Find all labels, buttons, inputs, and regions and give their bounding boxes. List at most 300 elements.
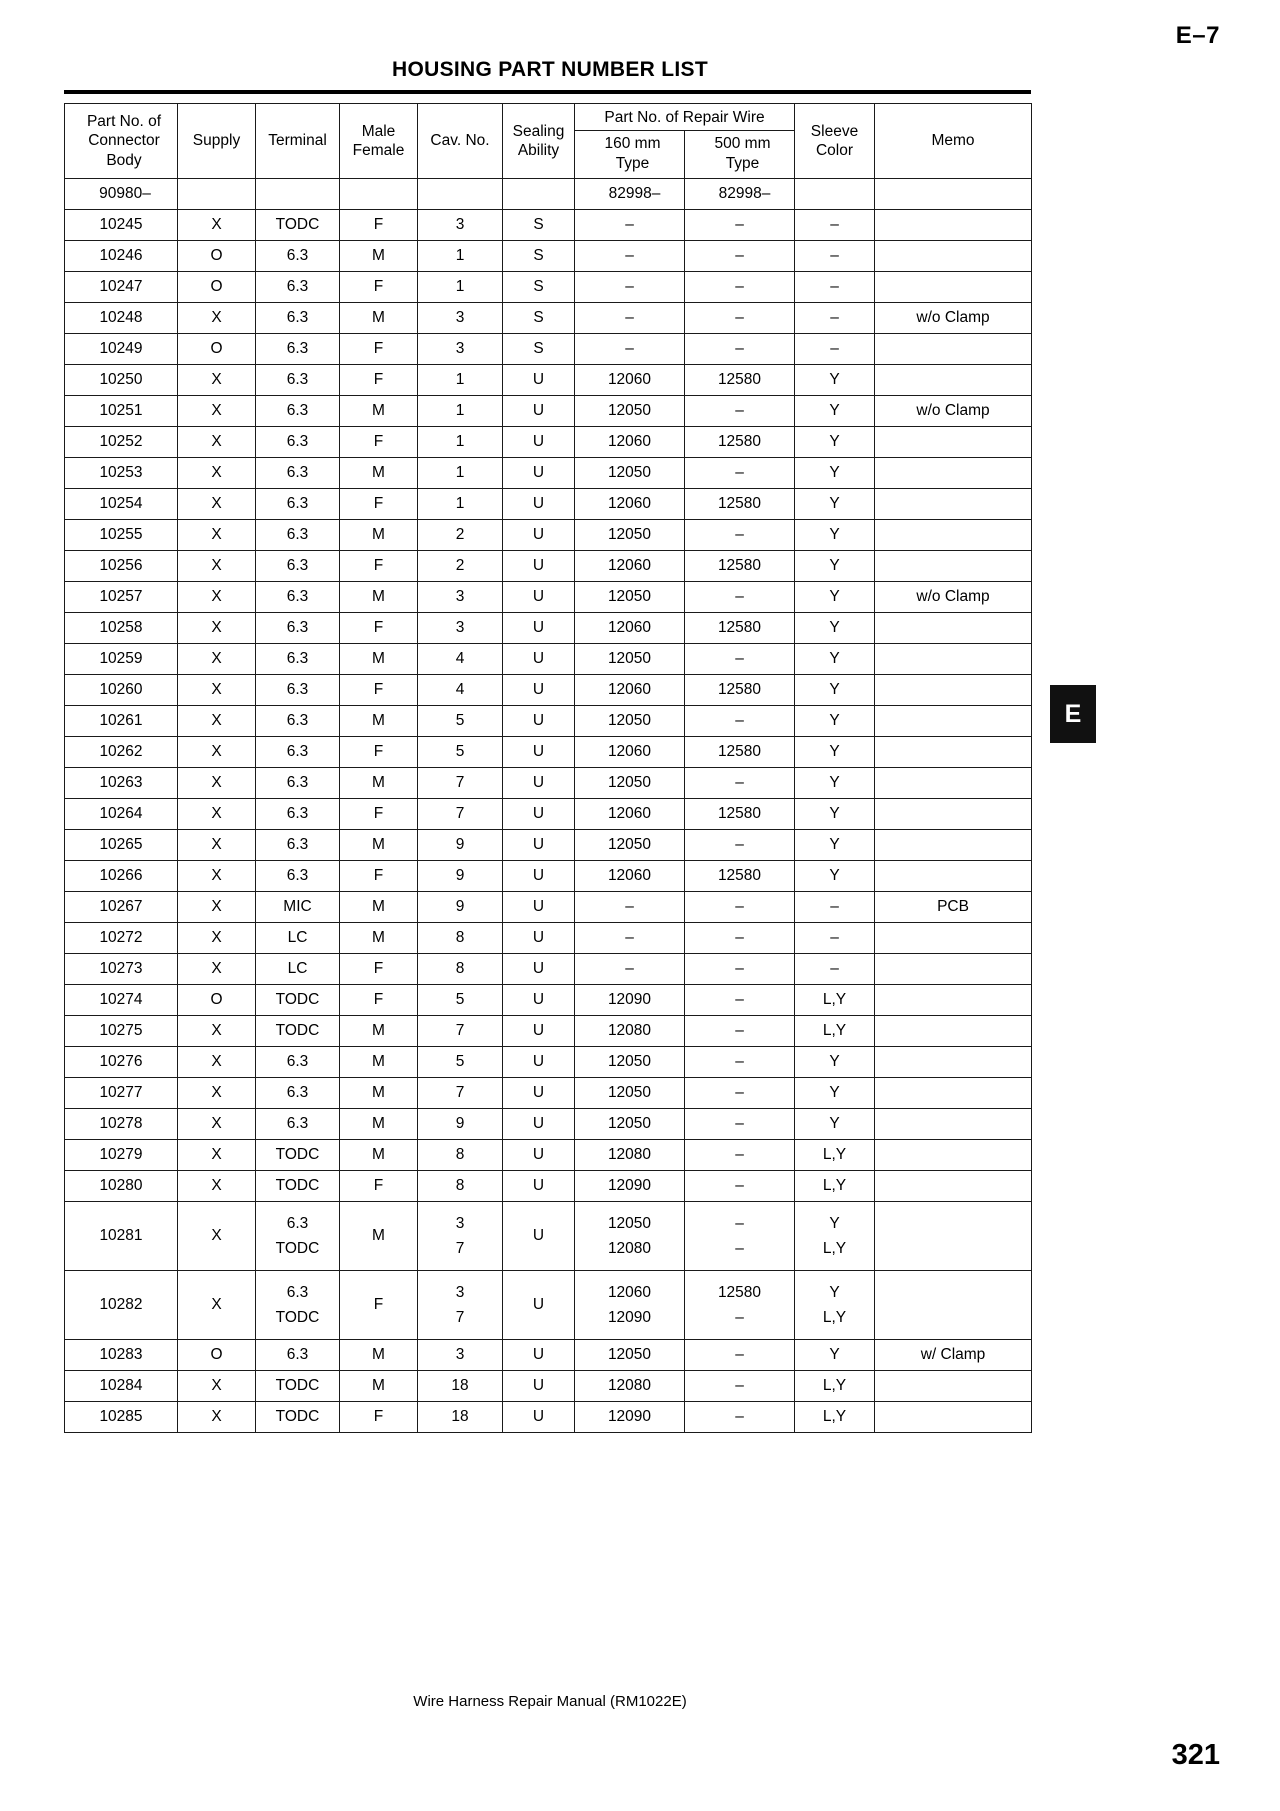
table-row: [65, 1109, 1032, 1140]
cell-part-no: 10251: [65, 396, 178, 427]
cell-cav-no: 5: [418, 985, 503, 1016]
cell-male-female: F: [340, 427, 418, 458]
cell-male-female: M: [340, 582, 418, 613]
cell-sealing-ability: U: [503, 1140, 575, 1171]
cell-male-female: F: [340, 272, 418, 303]
cell-prefix-sleeve-color: [795, 179, 875, 210]
cell-wire-160mm: 12050: [575, 1078, 685, 1109]
cell-supply: X: [178, 613, 256, 644]
cell-wire-500mm: –: [685, 768, 795, 799]
cell-terminal: TODC: [256, 985, 340, 1016]
cell-part-no: 10283: [65, 1340, 178, 1371]
cell-male-female: M: [340, 923, 418, 954]
cell-wire-160mm: [575, 1271, 685, 1340]
cell-wire-500mm: –: [685, 303, 795, 334]
cell-sleeve-color: Y: [795, 582, 875, 613]
header-part-no-line2: Connector: [88, 132, 160, 150]
cell-sleeve-color: Y: [795, 489, 875, 520]
cell-supply: X: [178, 706, 256, 737]
cell-terminal-line1: 6.3: [286, 1283, 309, 1301]
cell-sleeve-color: [795, 1271, 875, 1340]
cell-wire-500mm: –: [685, 272, 795, 303]
cell-male-female: F: [340, 861, 418, 892]
cell-cav-no: 1: [418, 272, 503, 303]
cell-male-female: F: [340, 489, 418, 520]
cell-sleeve-color: Y: [795, 427, 875, 458]
cell-sealing-ability: U: [503, 1202, 575, 1271]
cell-male-female: M: [340, 1078, 418, 1109]
cell-wire-160mm: 12080: [575, 1140, 685, 1171]
header-row-1: [65, 104, 1032, 131]
cell-supply: X: [178, 365, 256, 396]
cell-memo: [875, 489, 1032, 520]
table-row: [65, 1016, 1032, 1047]
cell-supply: X: [178, 427, 256, 458]
cell-memo: [875, 737, 1032, 768]
cell-sealing-ability: U: [503, 427, 575, 458]
cell-wire-160mm: –: [575, 892, 685, 923]
cell-male-female: M: [340, 1340, 418, 1371]
header-500mm-line1: 500 mm: [714, 135, 771, 153]
header-sealing-line2: Ability: [517, 142, 560, 160]
table-row: [65, 613, 1032, 644]
cell-memo: [875, 1402, 1032, 1433]
cell-sealing-ability: U: [503, 582, 575, 613]
cell-terminal-line2: TODC: [275, 1240, 320, 1258]
header-160mm-type: [575, 131, 685, 179]
cell-terminal: 6.3: [256, 365, 340, 396]
cell-sleeve-color: Y: [795, 799, 875, 830]
cell-terminal: 6.3: [256, 1109, 340, 1140]
cell-supply: X: [178, 210, 256, 241]
cell-cav-no: 9: [418, 1109, 503, 1140]
header-500mm-type: [685, 131, 795, 179]
cell-sealing-ability: U: [503, 1109, 575, 1140]
cell-supply: X: [178, 1202, 256, 1271]
cell-sleeve-color: Y: [795, 396, 875, 427]
cell-part-no: 10265: [65, 830, 178, 861]
table-row: [65, 923, 1032, 954]
cell-terminal: 6.3: [256, 520, 340, 551]
cell-sealing-ability: S: [503, 303, 575, 334]
cell-sleeve-color: Y: [795, 737, 875, 768]
cell-wire-500mm: –: [685, 210, 795, 241]
cell-cav-no-line2: 7: [455, 1309, 465, 1327]
cell-sealing-ability: U: [503, 706, 575, 737]
header-500mm-line2: Type: [725, 154, 760, 172]
cell-sleeve-color: Y: [795, 768, 875, 799]
cell-memo: [875, 334, 1032, 365]
cell-cav-no: 3: [418, 303, 503, 334]
cell-terminal: 6.3: [256, 458, 340, 489]
cell-terminal: [256, 1202, 340, 1271]
cell-supply: X: [178, 954, 256, 985]
cell-terminal: 6.3: [256, 1047, 340, 1078]
cell-sleeve-color: Y: [795, 551, 875, 582]
table-row: [65, 1140, 1032, 1171]
header-part-no-line3: Body: [106, 151, 142, 169]
cell-memo: [875, 799, 1032, 830]
cell-male-female: F: [340, 210, 418, 241]
table-row: [65, 1171, 1032, 1202]
cell-memo: w/ Clamp: [875, 1340, 1032, 1371]
cell-memo: [875, 458, 1032, 489]
table-row: [65, 644, 1032, 675]
cell-sleeve-color: Y: [795, 1109, 875, 1140]
cell-wire-160mm: 12060: [575, 551, 685, 582]
cell-terminal: 6.3: [256, 582, 340, 613]
cell-cav-no: 7: [418, 1078, 503, 1109]
header-sealing-line1: Sealing: [512, 122, 565, 140]
cell-supply: X: [178, 1402, 256, 1433]
cell-memo: [875, 861, 1032, 892]
cell-cav-no: 8: [418, 954, 503, 985]
cell-supply: X: [178, 768, 256, 799]
cell-male-female: F: [340, 799, 418, 830]
cell-memo: w/o Clamp: [875, 303, 1032, 334]
cell-sleeve-color: Y: [795, 675, 875, 706]
cell-part-no: 10255: [65, 520, 178, 551]
cell-supply: X: [178, 1371, 256, 1402]
table-row: [65, 396, 1032, 427]
cell-sealing-ability: U: [503, 675, 575, 706]
cell-part-no: 10280: [65, 1171, 178, 1202]
cell-sleeve-color: –: [795, 303, 875, 334]
table-row: [65, 241, 1032, 272]
table-row: [65, 706, 1032, 737]
table-row: [65, 768, 1032, 799]
cell-cav-no: 1: [418, 365, 503, 396]
cell-terminal: 6.3: [256, 1078, 340, 1109]
cell-cav-no: 3: [418, 613, 503, 644]
cell-memo: [875, 954, 1032, 985]
cell-cav-no: [418, 1202, 503, 1271]
cell-sealing-ability: S: [503, 272, 575, 303]
cell-sleeve-color: Y: [795, 861, 875, 892]
cell-sleeve-color: Y: [795, 1078, 875, 1109]
cell-terminal: TODC: [256, 1371, 340, 1402]
cell-male-female: F: [340, 334, 418, 365]
cell-wire-500mm-line2: –: [735, 1240, 744, 1258]
cell-supply: X: [178, 303, 256, 334]
cell-sealing-ability: U: [503, 737, 575, 768]
cell-part-no: 10254: [65, 489, 178, 520]
cell-part-no: 10257: [65, 582, 178, 613]
cell-wire-500mm: –: [685, 1047, 795, 1078]
cell-sealing-ability: U: [503, 1371, 575, 1402]
table-row: [65, 1078, 1032, 1109]
cell-prefix-sealing-ability: [503, 179, 575, 210]
cell-supply: O: [178, 985, 256, 1016]
cell-part-no: 10253: [65, 458, 178, 489]
table-row: [65, 1371, 1032, 1402]
header-male-line1: Male: [361, 122, 396, 140]
cell-wire-500mm: –: [685, 334, 795, 365]
cell-cav-no: 8: [418, 923, 503, 954]
header-cav-no: Cav. No.: [418, 104, 503, 179]
header-male-female: [340, 104, 418, 179]
cell-cav-no: 7: [418, 799, 503, 830]
cell-terminal-line1: 6.3: [286, 1214, 309, 1232]
cell-cav-no: 5: [418, 1047, 503, 1078]
cell-cav-no: 1: [418, 241, 503, 272]
table-row: [65, 551, 1032, 582]
cell-male-female: M: [340, 396, 418, 427]
cell-male-female: M: [340, 644, 418, 675]
cell-part-no: 10284: [65, 1371, 178, 1402]
cell-memo: [875, 985, 1032, 1016]
cell-memo: w/o Clamp: [875, 582, 1032, 613]
cell-wire-160mm: 12060: [575, 799, 685, 830]
cell-sleeve-color: –: [795, 954, 875, 985]
cell-part-no: 10247: [65, 272, 178, 303]
table-row: [65, 985, 1032, 1016]
cell-wire-500mm-line1: 12580: [717, 1283, 762, 1301]
cell-wire-500mm: –: [685, 1371, 795, 1402]
cell-male-female: F: [340, 613, 418, 644]
table-header: [65, 104, 1032, 179]
cell-wire-500mm: 12580: [685, 365, 795, 396]
cell-wire-160mm: 12050: [575, 458, 685, 489]
cell-cav-no: 7: [418, 1016, 503, 1047]
cell-wire-500mm: 12580: [685, 737, 795, 768]
cell-cav-no-line2: 7: [455, 1240, 465, 1258]
cell-wire-500mm: –: [685, 1171, 795, 1202]
cell-male-female: M: [340, 1202, 418, 1271]
cell-male-female: F: [340, 737, 418, 768]
cell-male-female: M: [340, 1371, 418, 1402]
cell-cav-no: 9: [418, 861, 503, 892]
header-sealing-ability: [503, 104, 575, 179]
cell-male-female: M: [340, 1047, 418, 1078]
cell-wire-500mm-line2: –: [735, 1309, 744, 1327]
cell-wire-500mm: –: [685, 1078, 795, 1109]
header-supply: Supply: [178, 104, 256, 179]
cell-wire-500mm: –: [685, 241, 795, 272]
cell-sealing-ability: U: [503, 1271, 575, 1340]
cell-part-no: 10262: [65, 737, 178, 768]
cell-sleeve-color: L,Y: [795, 1016, 875, 1047]
cell-part-no: 10267: [65, 892, 178, 923]
cell-part-no: 10274: [65, 985, 178, 1016]
cell-terminal: 6.3: [256, 644, 340, 675]
cell-wire-500mm: –: [685, 985, 795, 1016]
cell-wire-500mm: 12580: [685, 489, 795, 520]
cell-male-female: M: [340, 241, 418, 272]
cell-wire-500mm: –: [685, 1109, 795, 1140]
cell-cav-no: 18: [418, 1402, 503, 1433]
cell-part-no: 10275: [65, 1016, 178, 1047]
cell-prefix-cav-no: [418, 179, 503, 210]
cell-cav-no: 8: [418, 1140, 503, 1171]
cell-memo: PCB: [875, 892, 1032, 923]
cell-wire-160mm: 12050: [575, 830, 685, 861]
cell-cav-no: 5: [418, 737, 503, 768]
header-sleeve-line1: Sleeve: [810, 122, 859, 140]
cell-prefix-supply: [178, 179, 256, 210]
cell-wire-500mm: 12580: [685, 427, 795, 458]
cell-cav-no: 3: [418, 1340, 503, 1371]
cell-prefix-terminal: [256, 179, 340, 210]
cell-memo: [875, 210, 1032, 241]
cell-wire-500mm-line1: –: [735, 1214, 744, 1232]
cell-terminal: 6.3: [256, 241, 340, 272]
cell-wire-160mm: 12080: [575, 1016, 685, 1047]
cell-part-no: 10276: [65, 1047, 178, 1078]
table-row: [65, 1047, 1032, 1078]
cell-part-no: 10285: [65, 1402, 178, 1433]
cell-wire-500mm: –: [685, 520, 795, 551]
cell-wire-160mm-line1: 12050: [607, 1214, 652, 1232]
cell-male-female: F: [340, 954, 418, 985]
cell-cav-no: 1: [418, 458, 503, 489]
header-part-no-connector-body: [65, 104, 178, 179]
cell-male-female: M: [340, 892, 418, 923]
cell-supply: X: [178, 675, 256, 706]
cell-cav-no-line1: 3: [455, 1214, 465, 1232]
cell-part-no: 10277: [65, 1078, 178, 1109]
cell-wire-160mm: 12090: [575, 985, 685, 1016]
cell-memo: [875, 923, 1032, 954]
cell-terminal: MIC: [256, 892, 340, 923]
cell-wire-500mm: [685, 1271, 795, 1340]
cell-sealing-ability: U: [503, 892, 575, 923]
cell-sealing-ability: U: [503, 1078, 575, 1109]
cell-sleeve-color: L,Y: [795, 1171, 875, 1202]
cell-part-no: 10266: [65, 861, 178, 892]
cell-sealing-ability: U: [503, 458, 575, 489]
cell-part-no: 10259: [65, 644, 178, 675]
cell-prefix-wire-160mm: 82998–: [575, 179, 685, 210]
cell-part-no: 10273: [65, 954, 178, 985]
cell-terminal: TODC: [256, 1402, 340, 1433]
cell-wire-160mm-line1: 12060: [607, 1283, 652, 1301]
cell-male-female: M: [340, 768, 418, 799]
cell-terminal: 6.3: [256, 396, 340, 427]
cell-sealing-ability: U: [503, 551, 575, 582]
cell-wire-160mm: 12060: [575, 489, 685, 520]
cell-sealing-ability: U: [503, 1016, 575, 1047]
cell-male-female: F: [340, 1271, 418, 1340]
cell-memo: [875, 551, 1032, 582]
table-row: [65, 427, 1032, 458]
cell-part-no: 10245: [65, 210, 178, 241]
cell-sealing-ability: U: [503, 830, 575, 861]
cell-wire-160mm: 12050: [575, 520, 685, 551]
table-row: [65, 1402, 1032, 1433]
cell-sealing-ability: S: [503, 241, 575, 272]
table-row: [65, 458, 1032, 489]
cell-part-no: 10264: [65, 799, 178, 830]
cell-wire-500mm: –: [685, 1016, 795, 1047]
cell-cav-no-line1: 3: [455, 1283, 465, 1301]
cell-sealing-ability: U: [503, 1402, 575, 1433]
cell-cav-no: 2: [418, 551, 503, 582]
cell-part-no: 10249: [65, 334, 178, 365]
cell-terminal: 6.3: [256, 272, 340, 303]
cell-sleeve-color: [795, 1202, 875, 1271]
cell-sleeve-color: Y: [795, 520, 875, 551]
cell-memo: [875, 241, 1032, 272]
cell-wire-160mm: 12050: [575, 396, 685, 427]
cell-memo: [875, 675, 1032, 706]
page-code: E–7: [1175, 22, 1220, 49]
cell-sleeve-color-line1: Y: [829, 1283, 840, 1301]
cell-wire-500mm: –: [685, 830, 795, 861]
cell-male-female: M: [340, 1109, 418, 1140]
cell-supply: X: [178, 830, 256, 861]
table-row: [65, 954, 1032, 985]
cell-wire-500mm: [685, 1202, 795, 1271]
header-male-line2: Female: [352, 142, 405, 160]
cell-part-no: 10261: [65, 706, 178, 737]
cell-terminal: 6.3: [256, 489, 340, 520]
cell-memo: [875, 768, 1032, 799]
cell-sealing-ability: U: [503, 365, 575, 396]
cell-prefix-part-no: 90980–: [65, 179, 178, 210]
cell-wire-160mm: 12050: [575, 1047, 685, 1078]
cell-sleeve-color: Y: [795, 458, 875, 489]
cell-wire-500mm: 12580: [685, 799, 795, 830]
table-row: [65, 489, 1032, 520]
cell-wire-160mm: –: [575, 923, 685, 954]
cell-wire-160mm: 12090: [575, 1402, 685, 1433]
cell-supply: X: [178, 1271, 256, 1340]
cell-cav-no: 1: [418, 427, 503, 458]
cell-wire-160mm: [575, 1202, 685, 1271]
cell-sealing-ability: S: [503, 210, 575, 241]
cell-sleeve-color: L,Y: [795, 1140, 875, 1171]
table-row: [65, 334, 1032, 365]
cell-terminal: 6.3: [256, 551, 340, 582]
cell-cav-no: 1: [418, 396, 503, 427]
cell-supply: O: [178, 272, 256, 303]
cell-wire-160mm: 12050: [575, 644, 685, 675]
cell-wire-500mm: –: [685, 458, 795, 489]
cell-terminal: LC: [256, 923, 340, 954]
cell-part-no: 10258: [65, 613, 178, 644]
cell-sealing-ability: U: [503, 1171, 575, 1202]
cell-memo: [875, 1171, 1032, 1202]
cell-wire-160mm: 12050: [575, 768, 685, 799]
table-row: [65, 892, 1032, 923]
cell-cav-no: 9: [418, 830, 503, 861]
cell-supply: X: [178, 799, 256, 830]
cell-wire-160mm: 12050: [575, 1340, 685, 1371]
cell-part-no: 10272: [65, 923, 178, 954]
cell-sleeve-color-line2: L,Y: [822, 1240, 847, 1258]
table-row: [65, 272, 1032, 303]
cell-terminal: 6.3: [256, 1340, 340, 1371]
table-row: [65, 830, 1032, 861]
cell-wire-160mm: 12060: [575, 613, 685, 644]
cell-prefix-memo: [875, 179, 1032, 210]
cell-sleeve-color: Y: [795, 644, 875, 675]
cell-memo: [875, 1371, 1032, 1402]
cell-sealing-ability: U: [503, 1340, 575, 1371]
cell-wire-500mm: –: [685, 644, 795, 675]
cell-male-female: F: [340, 675, 418, 706]
cell-terminal: [256, 1271, 340, 1340]
cell-sleeve-color-line2: L,Y: [822, 1309, 847, 1327]
cell-male-female: M: [340, 1140, 418, 1171]
cell-sealing-ability: U: [503, 613, 575, 644]
cell-memo: [875, 520, 1032, 551]
table-body: [65, 179, 1032, 1433]
cell-sealing-ability: U: [503, 799, 575, 830]
cell-memo: [875, 1202, 1032, 1271]
cell-sealing-ability: U: [503, 985, 575, 1016]
